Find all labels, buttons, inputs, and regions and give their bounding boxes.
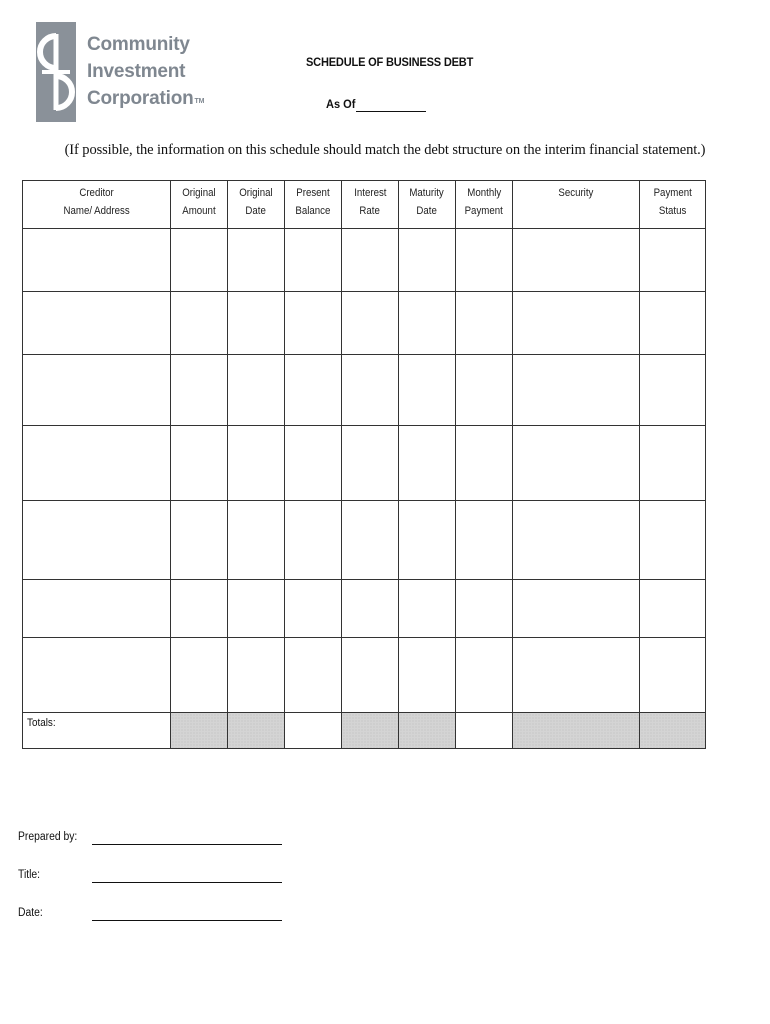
cell-original-date[interactable] <box>228 426 285 501</box>
cell-original-date[interactable] <box>228 580 285 638</box>
table-row <box>23 229 706 292</box>
cell-monthly-payment[interactable] <box>456 292 513 355</box>
cell-interest-rate[interactable] <box>342 355 399 426</box>
cell-payment-status[interactable] <box>640 426 706 501</box>
col-header-creditor: Creditor Name/ Address <box>23 181 171 229</box>
logo-wordmark <box>87 31 204 112</box>
as-of-label: As Of <box>326 97 356 111</box>
col-header-maturity-date: Maturity Date <box>399 181 456 229</box>
shaded-cell-payment-status <box>640 713 706 749</box>
cell-maturity-date[interactable] <box>399 229 456 292</box>
cell-original-date[interactable] <box>228 638 285 713</box>
cell-original-date[interactable] <box>228 355 285 426</box>
shaded-cell-interest-rate <box>342 713 399 749</box>
cell-monthly-payment[interactable] <box>456 426 513 501</box>
cell-creditor[interactable] <box>23 292 171 355</box>
date-field[interactable] <box>92 920 282 921</box>
col-header-present-balance: Present Balance <box>285 181 342 229</box>
cell-payment-status[interactable] <box>640 355 706 426</box>
logo-mark <box>36 22 76 122</box>
cell-present-balance[interactable] <box>285 229 342 292</box>
trademark-mark: TM <box>194 98 205 105</box>
cell-maturity-date[interactable] <box>399 426 456 501</box>
cell-payment-status[interactable] <box>640 638 706 713</box>
title-label: Title: <box>18 869 41 881</box>
cell-security[interactable] <box>513 355 640 426</box>
total-monthly-payment[interactable] <box>456 713 513 749</box>
col-header-monthly-payment: Monthly Payment <box>456 181 513 229</box>
totals-label: Totals: <box>23 713 171 749</box>
table-row <box>23 355 706 426</box>
cell-original-amount[interactable] <box>171 580 228 638</box>
cell-security[interactable] <box>513 501 640 580</box>
shaded-cell-maturity-date <box>399 713 456 749</box>
date-label: Date: <box>18 907 43 919</box>
cell-interest-rate[interactable] <box>342 292 399 355</box>
cell-present-balance[interactable] <box>285 355 342 426</box>
prepared-by-field[interactable] <box>92 844 282 845</box>
col-header-security: Security <box>513 181 640 229</box>
as-of-field[interactable] <box>356 111 426 112</box>
col-header-payment-status: Payment Status <box>640 181 706 229</box>
cip-logo-icon <box>36 22 76 122</box>
cell-security[interactable] <box>513 426 640 501</box>
cell-original-amount[interactable] <box>171 229 228 292</box>
cell-creditor[interactable] <box>23 638 171 713</box>
cell-security[interactable] <box>513 580 640 638</box>
cell-creditor[interactable] <box>23 355 171 426</box>
cell-maturity-date[interactable] <box>399 580 456 638</box>
cell-payment-status[interactable] <box>640 580 706 638</box>
cell-monthly-payment[interactable] <box>456 638 513 713</box>
logo-line-investment: Investment <box>87 61 186 82</box>
cell-maturity-date[interactable] <box>399 501 456 580</box>
debt-schedule-table <box>22 180 706 749</box>
cell-creditor[interactable] <box>23 580 171 638</box>
cell-monthly-payment[interactable] <box>456 229 513 292</box>
col-header-interest-rate: Interest Rate <box>342 181 399 229</box>
cell-payment-status[interactable] <box>640 229 706 292</box>
cell-monthly-payment[interactable] <box>456 580 513 638</box>
cell-present-balance[interactable] <box>285 638 342 713</box>
cell-original-date[interactable] <box>228 229 285 292</box>
cell-creditor[interactable] <box>23 229 171 292</box>
cell-interest-rate[interactable] <box>342 580 399 638</box>
cell-original-date[interactable] <box>228 501 285 580</box>
instruction-note: (If possible, the information on this schedule should match the debt structure on the interim financial statement.) <box>64 142 706 158</box>
col-header-original-date: Original Date <box>228 181 285 229</box>
cell-original-amount[interactable] <box>171 501 228 580</box>
cell-original-amount[interactable] <box>171 426 228 501</box>
cell-security[interactable] <box>513 292 640 355</box>
totals-row <box>23 713 706 749</box>
cell-maturity-date[interactable] <box>399 638 456 713</box>
cell-original-amount[interactable] <box>171 355 228 426</box>
shaded-cell-original-amount <box>171 713 228 749</box>
cell-security[interactable] <box>513 229 640 292</box>
cell-interest-rate[interactable] <box>342 638 399 713</box>
shaded-cell-original-date <box>228 713 285 749</box>
total-present-balance[interactable] <box>285 713 342 749</box>
cell-original-amount[interactable] <box>171 638 228 713</box>
logo-line-community: Community <box>87 34 190 55</box>
table-row <box>23 292 706 355</box>
cell-payment-status[interactable] <box>640 501 706 580</box>
logo-line-corporation: Corporation™ <box>87 88 205 109</box>
table-row <box>23 638 706 713</box>
cell-monthly-payment[interactable] <box>456 501 513 580</box>
cell-maturity-date[interactable] <box>399 292 456 355</box>
col-header-original-amount: Original Amount <box>171 181 228 229</box>
shaded-cell-security <box>513 713 640 749</box>
prepared-by-label: Prepared by: <box>18 831 78 843</box>
cell-creditor[interactable] <box>23 426 171 501</box>
cell-interest-rate[interactable] <box>342 501 399 580</box>
page-title: SCHEDULE OF BUSINESS DEBT <box>306 55 474 69</box>
cell-original-date[interactable] <box>228 292 285 355</box>
cell-present-balance[interactable] <box>285 580 342 638</box>
header-row <box>23 181 706 229</box>
table-row <box>23 580 706 638</box>
cell-interest-rate[interactable] <box>342 426 399 501</box>
cell-security[interactable] <box>513 638 640 713</box>
cell-interest-rate[interactable] <box>342 229 399 292</box>
table-row <box>23 501 706 580</box>
cell-creditor[interactable] <box>23 501 171 580</box>
cell-present-balance[interactable] <box>285 292 342 355</box>
cell-maturity-date[interactable] <box>399 355 456 426</box>
cell-monthly-payment[interactable] <box>456 355 513 426</box>
cell-original-amount[interactable] <box>171 292 228 355</box>
cell-present-balance[interactable] <box>285 501 342 580</box>
cell-payment-status[interactable] <box>640 292 706 355</box>
cell-present-balance[interactable] <box>285 426 342 501</box>
title-field[interactable] <box>92 882 282 883</box>
table-row <box>23 426 706 501</box>
